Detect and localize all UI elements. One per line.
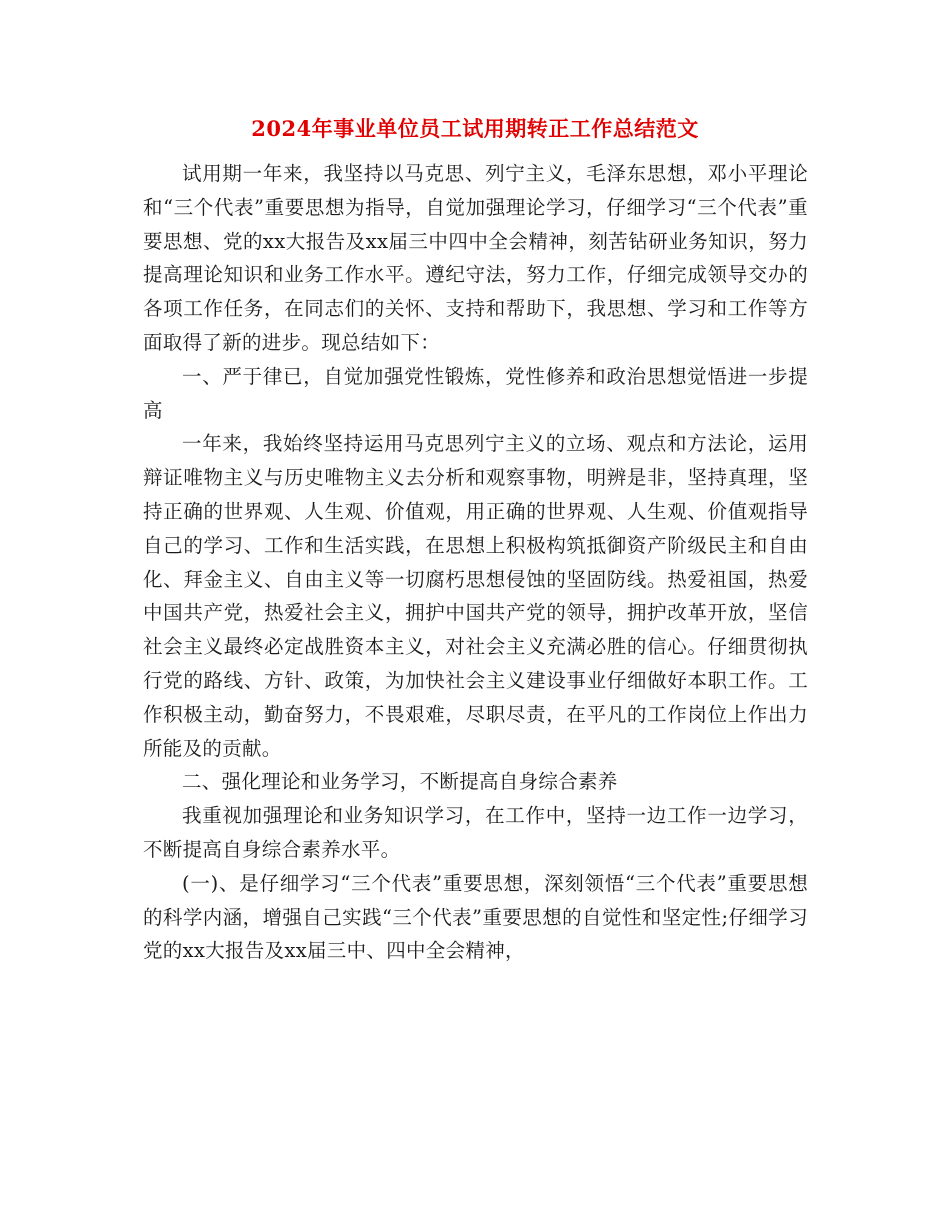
document-title: 2024年事业单位员工试用期转正工作总结范文 bbox=[251, 116, 699, 141]
section-heading-2: 二、强化理论和业务学习，不断提高自身综合素养 bbox=[182, 770, 618, 794]
paragraph-intro: 试用期一年来，我坚持以马克思、列宁主义，毛泽东思想，邓小平理论和“三个代表”重要思想为指导，自觉加强理论学习，仔细学习“三个代表”重要思想、党的xx大报告及xx届三中四中全会精神，刻苦钻研业务知识，努力提高理论知识和业务工作水平。遵纪守法，努力工作，仔细完成领导交办的各项工作任务，在同志们的关怀、支持和帮助下，我思想、学习和工作等方面取得了新的进步。现总结如下： bbox=[143, 162, 808, 354]
paragraph-section-1: 一年来，我始终坚持运用马克思列宁主义的立场、观点和方法论，运用辩证唯物主义与历史唯物主义去分析和观察事物，明辨是非，坚持真理，坚持正确的世界观、人生观、价值观，用正确的世界观、人生观、价值观指导自己的学习、工作和生活实践，在思想上积极构筑抵御资产阶级民主和自由化、拜金主义、自由主义等一切腐朽思想侵蚀的坚固防线。热爱祖国，热爱中国共产党，热爱社会主义，拥护中国共产党的领导，拥护改革开放，坚信社会主义最终必定战胜资本主义，对社会主义充满必胜的信心。仔细贯彻执行党的路线、方针、政策，为加快社会主义建设事业仔细做好本职工作。工作积极主动，勤奋努力，不畏艰难，尽职尽责，在平凡的工作岗位上作出力所能及的贡献。 bbox=[143, 432, 808, 760]
paragraph-subsection-1: (一)、是仔细学习“三个代表”重要思想，深刻领悟“三个代表”重要思想的科学内涵，增强自己实践“三个代表”重要思想的自觉性和坚定性;仔细学习党的xx大报告及xx届三中、四中全会精神， bbox=[143, 871, 808, 963]
document-body bbox=[143, 157, 808, 968]
paragraph-section-2: 我重视加强理论和业务知识学习，在工作中，坚持一边工作一边学习，不断提高自身综合素养水平。 bbox=[143, 804, 808, 861]
section-heading-1: 一、严于律已，自觉加强党性锻炼，党性修养和政治思想觉悟进一步提高 bbox=[143, 364, 808, 422]
